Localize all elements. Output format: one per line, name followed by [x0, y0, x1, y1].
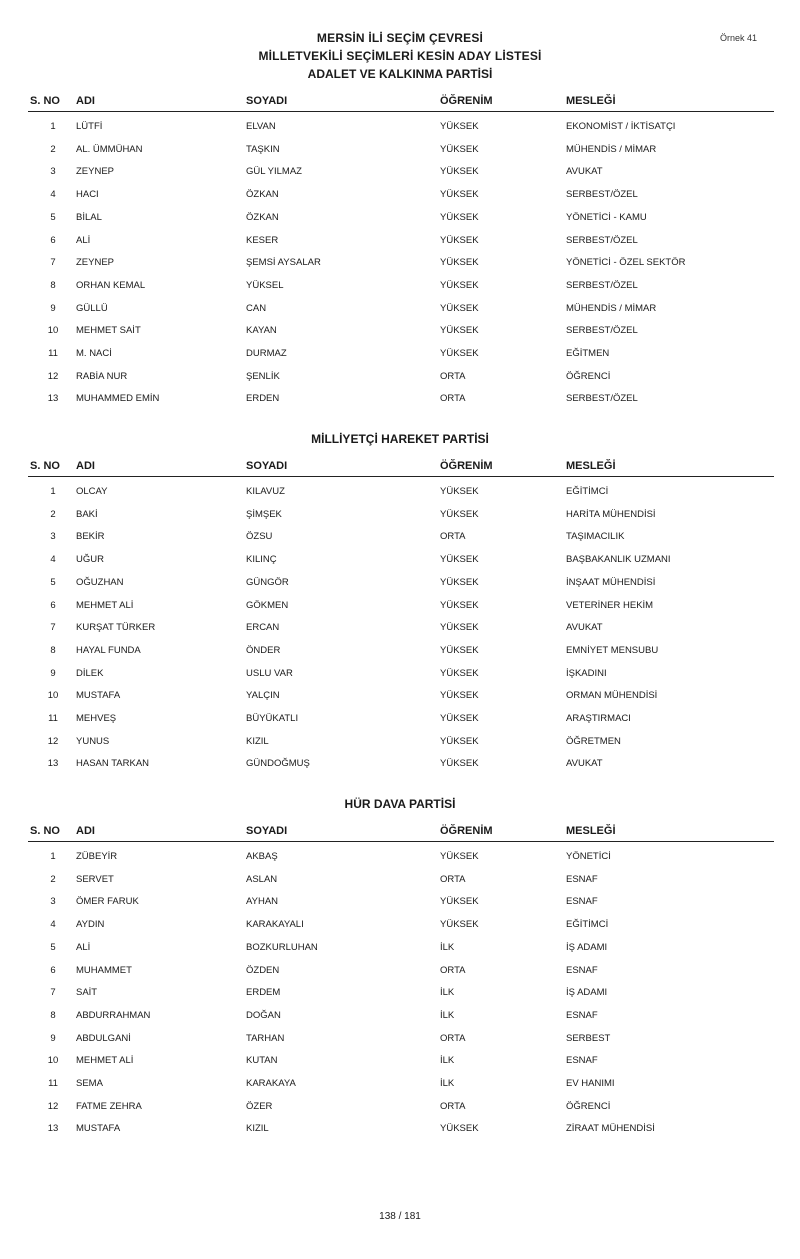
cell-no: 10	[47, 690, 59, 702]
table-row	[28, 896, 774, 912]
cell-ogrenim: YÜKSEK	[440, 758, 479, 770]
cell-soyad: TAŞKIN	[246, 143, 280, 155]
cell-ad: MUHAMMET	[76, 964, 132, 976]
table-row	[28, 393, 774, 409]
cell-ogrenim: YÜKSEK	[440, 622, 479, 634]
column-header-meslek: MESLEĞİ	[566, 460, 616, 472]
cell-ad: OĞUZHAN	[76, 576, 124, 588]
cell-ad: SAİT	[76, 987, 98, 999]
cell-ogrenim: YÜKSEK	[440, 851, 479, 862]
cell-ad: OLCAY	[76, 486, 108, 497]
column-header-ogrenim: ÖĞRENİM	[440, 95, 493, 107]
cell-meslek: ESNAF	[566, 873, 598, 885]
cell-no: 3	[50, 896, 56, 908]
cell-ogrenim: YÜKSEK	[440, 302, 479, 314]
cell-ogrenim: ORTA	[440, 531, 466, 543]
column-header-no: S. NO	[30, 95, 60, 107]
cell-no: 1	[50, 486, 56, 497]
table-row	[28, 348, 774, 364]
cell-no: 8	[50, 279, 56, 291]
party-title: MİLLİYETÇİ HAREKET PARTİSİ	[311, 432, 489, 446]
cell-ogrenim: YÜKSEK	[440, 554, 479, 566]
cell-ogrenim: YÜKSEK	[440, 257, 479, 269]
table-row	[28, 189, 774, 205]
cell-meslek: VETERİNER HEKİM	[566, 599, 654, 611]
cell-soyad: ELVAN	[246, 121, 276, 132]
document-title-line2: MİLLETVEKİLİ SEÇİMLERİ KESİN ADAY LİSTESİ	[258, 49, 542, 63]
cell-ogrenim: YÜKSEK	[440, 325, 479, 337]
cell-meslek: AVUKAT	[566, 758, 603, 770]
cell-ogrenim: YÜKSEK	[440, 189, 479, 201]
column-header-meslek: MESLEĞİ	[566, 95, 616, 107]
cell-soyad: ÖZDEN	[246, 964, 280, 976]
cell-soyad: ERDEN	[246, 393, 280, 405]
table-row	[28, 987, 774, 1003]
cell-soyad: YÜKSEL	[246, 279, 284, 291]
column-header-ad: ADI	[76, 460, 95, 472]
cell-meslek: AVUKAT	[566, 166, 603, 178]
table-row	[28, 1078, 774, 1094]
document-title-line1: MERSİN İLİ SEÇİM ÇEVRESİ	[316, 31, 484, 45]
cell-meslek: EĞİTMEN	[566, 348, 610, 359]
cell-ad: MEHMET SAİT	[76, 325, 141, 337]
cell-ad: HACI	[76, 189, 99, 201]
cell-meslek: ESNAF	[566, 896, 598, 908]
cell-ad: MUSTAFA	[76, 690, 121, 702]
cell-meslek: SERBEST/ÖZEL	[566, 393, 638, 405]
cell-meslek: TAŞIMACILIK	[566, 531, 625, 543]
cell-meslek: EĞİTİMCİ	[566, 919, 609, 931]
cell-meslek: ARAŞTIRMACI	[566, 713, 631, 724]
cell-soyad: KARAKAYALI	[246, 919, 304, 931]
cell-ogrenim: YÜKSEK	[440, 508, 479, 520]
cell-ad: RABİA NUR	[76, 370, 128, 382]
form-code: Örnek 41	[720, 33, 758, 43]
cell-ad: BİLAL	[76, 211, 102, 223]
table-row	[28, 509, 774, 525]
cell-soyad: GÜNGÖR	[246, 576, 289, 588]
cell-ad: SERVET	[76, 873, 114, 885]
table-header	[28, 95, 774, 112]
cell-meslek: SERBEST/ÖZEL	[566, 279, 638, 291]
table-row	[28, 531, 774, 547]
table-row	[28, 554, 774, 570]
cell-soyad: KESER	[246, 234, 279, 246]
cell-ad: YUNUS	[76, 735, 110, 747]
cell-no: 10	[47, 1055, 59, 1067]
cell-soyad: AKBAŞ	[246, 851, 278, 862]
cell-soyad: ŞEMSİ AYSALAR	[246, 257, 321, 269]
cell-meslek: YÖNETİCİ - ÖZEL SEKTÖR	[566, 257, 686, 269]
cell-soyad: KARAKAYA	[246, 1078, 296, 1089]
cell-no: 1	[50, 121, 56, 132]
cell-soyad: ÖZKAN	[246, 189, 279, 201]
table-row	[28, 325, 774, 341]
cell-soyad: GÖKMEN	[246, 599, 289, 611]
table-row	[28, 758, 774, 774]
cell-soyad: CAN	[246, 302, 267, 314]
cell-soyad: KAYAN	[246, 325, 277, 337]
table-row	[28, 1055, 774, 1071]
cell-no: 7	[50, 622, 56, 634]
party-title: HÜR DAVA PARTİSİ	[344, 797, 456, 811]
cell-soyad: ASLAN	[246, 873, 278, 885]
cell-meslek: YÖNETİCİ	[566, 851, 611, 862]
cell-ad: M. NACİ	[76, 348, 112, 359]
cell-soyad: ŞENLİK	[246, 370, 280, 382]
cell-ogrenim: YÜKSEK	[440, 919, 479, 931]
cell-meslek: YÖNETİCİ - KAMU	[566, 211, 647, 223]
cell-soyad: KIZIL	[246, 735, 269, 747]
cell-soyad: TARHAN	[246, 1032, 285, 1044]
table-row	[28, 486, 774, 502]
cell-no: 1	[50, 851, 56, 862]
cell-no: 12	[47, 735, 59, 747]
cell-no: 12	[47, 370, 59, 382]
cell-ad: FATME ZEHRA	[76, 1100, 142, 1112]
cell-no: 11	[48, 1078, 58, 1089]
cell-no: 11	[48, 713, 58, 724]
cell-meslek: BAŞBAKANLIK UZMANI	[566, 554, 671, 566]
cell-no: 5	[50, 576, 56, 588]
cell-ad: KURŞAT TÜRKER	[76, 622, 156, 634]
cell-soyad: ŞİMŞEK	[246, 508, 282, 520]
cell-soyad: ÖZER	[246, 1100, 273, 1112]
table-row	[28, 280, 774, 296]
cell-ogrenim: YÜKSEK	[440, 279, 479, 291]
cell-soyad: BÜYÜKATLI	[246, 713, 299, 724]
cell-meslek: ÖĞRETMEN	[566, 735, 621, 747]
cell-no: 5	[50, 941, 56, 953]
cell-ad: ZEYNEP	[76, 257, 115, 269]
cell-ogrenim: YÜKSEK	[440, 211, 479, 223]
cell-ad: SEMA	[76, 1078, 103, 1089]
cell-meslek: EMNİYET MENSUBU	[566, 644, 659, 656]
cell-soyad: GÜNDOĞMUŞ	[246, 758, 310, 770]
cell-ogrenim: ORTA	[440, 370, 466, 382]
cell-ogrenim: YÜKSEK	[440, 348, 479, 359]
cell-meslek: İŞ ADAMI	[566, 941, 608, 953]
cell-ogrenim: YÜKSEK	[440, 576, 479, 588]
cell-meslek: ORMAN MÜHENDİSİ	[566, 690, 658, 702]
cell-no: 7	[50, 987, 56, 999]
column-header-ad: ADI	[76, 95, 95, 107]
cell-ad: ALİ	[76, 234, 91, 246]
cell-meslek: HARİTA MÜHENDİSİ	[566, 508, 656, 520]
cell-ad: DİLEK	[76, 667, 104, 679]
cell-ad: HAYAL FUNDA	[76, 644, 141, 656]
cell-ad: ZEYNEP	[76, 166, 115, 178]
cell-meslek: MÜHENDİS / MİMAR	[566, 143, 657, 155]
cell-ogrenim: YÜKSEK	[440, 486, 479, 497]
cell-ad: LÜTFİ	[76, 121, 103, 132]
table-row	[28, 212, 774, 228]
table-row	[28, 645, 774, 661]
table-row	[28, 303, 774, 319]
cell-ogrenim: YÜKSEK	[440, 713, 479, 724]
cell-soyad: BOZKURLUHAN	[246, 941, 318, 953]
cell-ad: ABDURRAHMAN	[76, 1009, 151, 1021]
cell-ad: MUHAMMED EMİN	[76, 393, 160, 405]
cell-ogrenim: İLK	[440, 1078, 455, 1089]
table-row	[28, 1123, 774, 1139]
table-row	[28, 668, 774, 684]
cell-no: 6	[50, 234, 56, 246]
cell-meslek: İŞ ADAMI	[566, 987, 608, 999]
table-header	[28, 825, 774, 842]
cell-ogrenim: YÜKSEK	[440, 234, 479, 246]
cell-soyad: KIZIL	[246, 1123, 269, 1135]
page-number: 138 / 181	[379, 1211, 421, 1222]
cell-no: 5	[50, 211, 56, 223]
cell-meslek: ÖĞRENCİ	[566, 1100, 611, 1112]
table-row	[28, 736, 774, 752]
cell-no: 4	[50, 189, 56, 201]
cell-ad: AL. ÜMMÜHAN	[76, 143, 143, 155]
cell-ogrenim: YÜKSEK	[440, 690, 479, 702]
cell-soyad: GÜL YILMAZ	[246, 166, 302, 178]
column-header-ogrenim: ÖĞRENİM	[440, 460, 493, 472]
cell-ogrenim: İLK	[440, 941, 455, 953]
table-row	[28, 1033, 774, 1049]
column-header-soyad: SOYADI	[246, 825, 288, 837]
table-row	[28, 257, 774, 273]
cell-meslek: ESNAF	[566, 1009, 598, 1021]
cell-no: 3	[50, 531, 56, 543]
cell-no: 6	[50, 964, 56, 976]
table-row	[28, 121, 774, 137]
cell-ogrenim: YÜKSEK	[440, 166, 479, 178]
cell-ogrenim: İLK	[440, 1055, 455, 1067]
cell-ogrenim: ORTA	[440, 964, 466, 976]
cell-ogrenim: ORTA	[440, 873, 466, 885]
cell-ogrenim: YÜKSEK	[440, 1123, 479, 1135]
cell-no: 13	[47, 393, 59, 405]
table-row	[28, 942, 774, 958]
table-row	[28, 235, 774, 251]
column-header-no: S. NO	[30, 460, 60, 472]
table-row	[28, 166, 774, 182]
cell-meslek: ESNAF	[566, 964, 598, 976]
cell-no: 9	[50, 302, 56, 314]
cell-ad: MEHVEŞ	[76, 713, 117, 724]
table-row	[28, 851, 774, 867]
cell-soyad: AYHAN	[246, 896, 279, 908]
cell-no: 4	[50, 919, 56, 931]
cell-ad: UĞUR	[76, 554, 104, 566]
column-header-no: S. NO	[30, 825, 60, 837]
table-row	[28, 622, 774, 638]
cell-no: 10	[47, 325, 59, 337]
cell-ogrenim: ORTA	[440, 1032, 466, 1044]
cell-ogrenim: YÜKSEK	[440, 599, 479, 611]
table-row	[28, 144, 774, 160]
cell-meslek: İNŞAAT MÜHENDİSİ	[566, 576, 656, 588]
cell-ad: MEHMET ALİ	[76, 599, 134, 611]
table-row	[28, 1010, 774, 1026]
cell-no: 4	[50, 554, 56, 566]
cell-meslek: MÜHENDİS / MİMAR	[566, 302, 657, 314]
cell-ad: MEHMET ALİ	[76, 1055, 134, 1067]
table-row	[28, 874, 774, 890]
cell-meslek: SERBEST	[566, 1032, 611, 1044]
cell-meslek: SERBEST/ÖZEL	[566, 189, 638, 201]
cell-no: 7	[50, 257, 56, 269]
column-header-soyad: SOYADI	[246, 95, 288, 107]
party-title: ADALET VE KALKINMA PARTİSİ	[307, 67, 493, 81]
cell-ogrenim: YÜKSEK	[440, 896, 479, 908]
cell-meslek: EKONOMİST / İKTİSATÇI	[566, 121, 676, 132]
cell-soyad: ERCAN	[246, 622, 280, 634]
cell-meslek: ESNAF	[566, 1055, 598, 1067]
cell-ad: ALİ	[76, 941, 91, 953]
table-row	[28, 713, 774, 729]
cell-no: 3	[50, 166, 56, 178]
cell-no: 13	[47, 758, 59, 770]
cell-ad: BAKİ	[76, 508, 98, 520]
cell-ad: ZÜBEYİR	[76, 851, 118, 862]
cell-soyad: USLU VAR	[246, 667, 293, 679]
table-row	[28, 965, 774, 981]
cell-no: 6	[50, 599, 56, 611]
cell-ad: ABDULGANİ	[76, 1032, 131, 1044]
column-header-meslek: MESLEĞİ	[566, 825, 616, 837]
cell-ogrenim: İLK	[440, 1009, 455, 1021]
cell-ad: ÖMER FARUK	[76, 896, 139, 908]
cell-soyad: YALÇIN	[246, 690, 280, 702]
table-row	[28, 690, 774, 706]
table-row	[28, 919, 774, 935]
cell-ad: GÜLLÜ	[76, 302, 108, 314]
cell-no: 11	[48, 348, 58, 359]
cell-meslek: ZİRAAT MÜHENDİSİ	[566, 1123, 655, 1135]
cell-no: 13	[47, 1123, 59, 1135]
cell-meslek: AVUKAT	[566, 622, 603, 634]
cell-soyad: KUTAN	[246, 1055, 278, 1067]
cell-soyad: ÖZKAN	[246, 211, 279, 223]
cell-ogrenim: YÜKSEK	[440, 735, 479, 747]
table-header	[28, 460, 774, 477]
cell-soyad: KILAVUZ	[246, 486, 285, 497]
cell-soyad: ERDEM	[246, 987, 281, 999]
cell-ogrenim: YÜKSEK	[440, 644, 479, 656]
cell-ogrenim: ORTA	[440, 1100, 466, 1112]
cell-ogrenim: İLK	[440, 987, 455, 999]
table-row	[28, 1101, 774, 1117]
table-row	[28, 371, 774, 387]
cell-ad: HASAN TARKAN	[76, 758, 150, 770]
cell-no: 8	[50, 1009, 56, 1021]
cell-meslek: ÖĞRENCİ	[566, 370, 611, 382]
column-header-soyad: SOYADI	[246, 460, 288, 472]
cell-soyad: KILINÇ	[246, 554, 277, 566]
column-header-ad: ADI	[76, 825, 95, 837]
cell-no: 9	[50, 1032, 56, 1044]
cell-soyad: DOĞAN	[246, 1009, 281, 1021]
cell-no: 8	[50, 644, 56, 656]
cell-no: 2	[50, 873, 56, 885]
cell-ad: MUSTAFA	[76, 1123, 121, 1135]
cell-ogrenim: YÜKSEK	[440, 667, 479, 679]
cell-ad: AYDIN	[76, 919, 105, 931]
cell-no: 9	[50, 667, 56, 679]
cell-meslek: SERBEST/ÖZEL	[566, 325, 638, 337]
cell-ad: BEKİR	[76, 531, 105, 543]
cell-soyad: DURMAZ	[246, 348, 287, 359]
cell-no: 2	[50, 508, 56, 520]
table-row	[28, 577, 774, 593]
cell-meslek: İŞKADINI	[566, 667, 607, 679]
cell-no: 2	[50, 143, 56, 155]
cell-soyad: ÖNDER	[246, 644, 281, 656]
column-header-ogrenim: ÖĞRENİM	[440, 825, 493, 837]
cell-ad: ORHAN KEMAL	[76, 279, 146, 291]
table-row	[28, 600, 774, 616]
cell-soyad: ÖZSU	[246, 531, 273, 543]
cell-ogrenim: YÜKSEK	[440, 121, 479, 132]
cell-ogrenim: YÜKSEK	[440, 143, 479, 155]
cell-ogrenim: ORTA	[440, 393, 466, 405]
cell-meslek: SERBEST/ÖZEL	[566, 234, 638, 246]
cell-meslek: EĞİTİMCİ	[566, 486, 609, 497]
cell-no: 12	[47, 1100, 59, 1112]
cell-meslek: EV HANIMI	[566, 1078, 615, 1089]
